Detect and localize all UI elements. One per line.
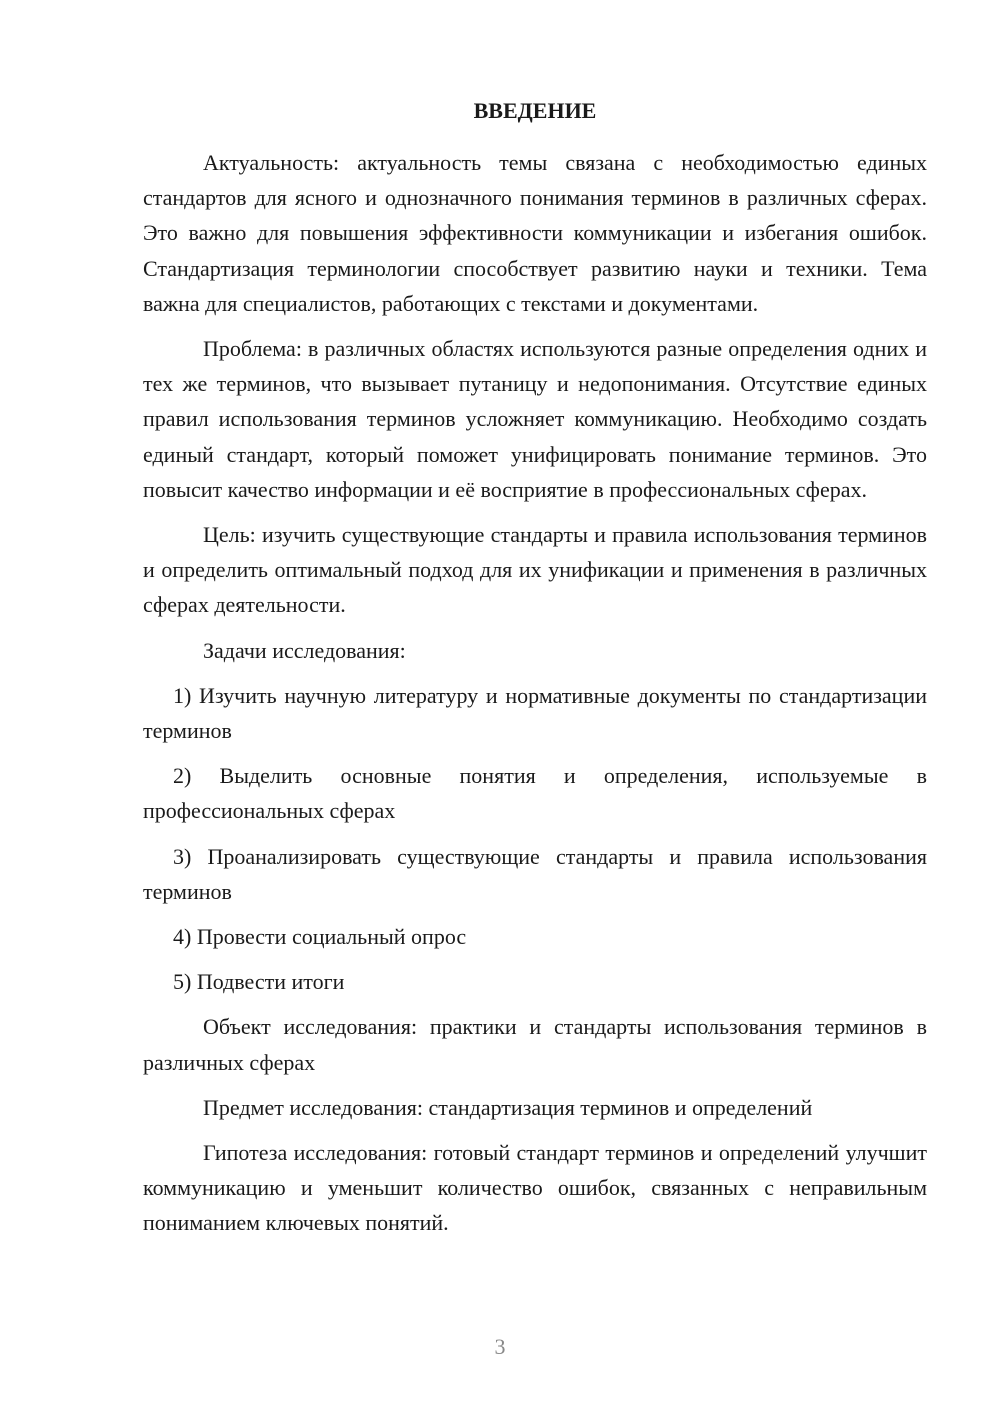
paragraph-subject: Предмет исследования: стандартизация терминов и определений — [203, 1094, 813, 1120]
task-item-2: 2) Выделить основные понятия и определения, используемые в профессиональных сферах — [143, 763, 927, 824]
task-item-1: 1) Изучить научную литературу и нормативные документы по стандартизации терминов — [143, 682, 927, 744]
paragraph-problem: Проблема: в различных областях используются разные определения одних и тех же терминов, что вызывает путаницу и недопонимания. Отсутствие единых правил использования терминов усложняет коммуникацию. Необходимо создать единый стандарт, который поможет унифицировать понимание терминов. Это повысит качество информации и её восприятие в профессиональных сферах. — [143, 336, 927, 502]
task-item-3: 3) Проанализировать существующие стандарты и правила использования терминов — [143, 843, 927, 904]
paragraph-goal: Цель: изучить существующие стандарты и правила использования терминов и определить оптимальный подход для их унификации и применения в различных сферах деятельности. — [143, 522, 927, 618]
paragraph-hypothesis: Гипотеза исследования: готовый стандарт терминов и определений улучшит коммуникацию и уменьшит количество ошибок, связанных с неправильным пониманием ключевых понятий. — [143, 1140, 927, 1236]
paragraph-relevance: Актуальность: актуальность темы связана с необходимостью единых стандартов для ясного и однозначного понимания терминов в различных сферах. Это важно для повышения эффективности коммуникации и избегания ошибок. Стандартизация терминологии способствует развитию науки и техники. Тема важна для специалистов, работающих с текстами и документами. — [143, 150, 927, 316]
document-page — [143, 95, 927, 1251]
task-item-5: 5) Подвести итоги — [173, 969, 345, 995]
task-item-4: 4) Провести социальный опрос — [173, 924, 467, 950]
section-title: ВВЕДЕНИЕ — [473, 98, 597, 123]
paragraph-tasks-heading: Задачи исследования: — [203, 637, 406, 663]
page-number: 3 — [494, 1334, 506, 1359]
paragraph-object: Объект исследования: практики и стандарты использования терминов в различных сферах — [143, 1014, 927, 1075]
